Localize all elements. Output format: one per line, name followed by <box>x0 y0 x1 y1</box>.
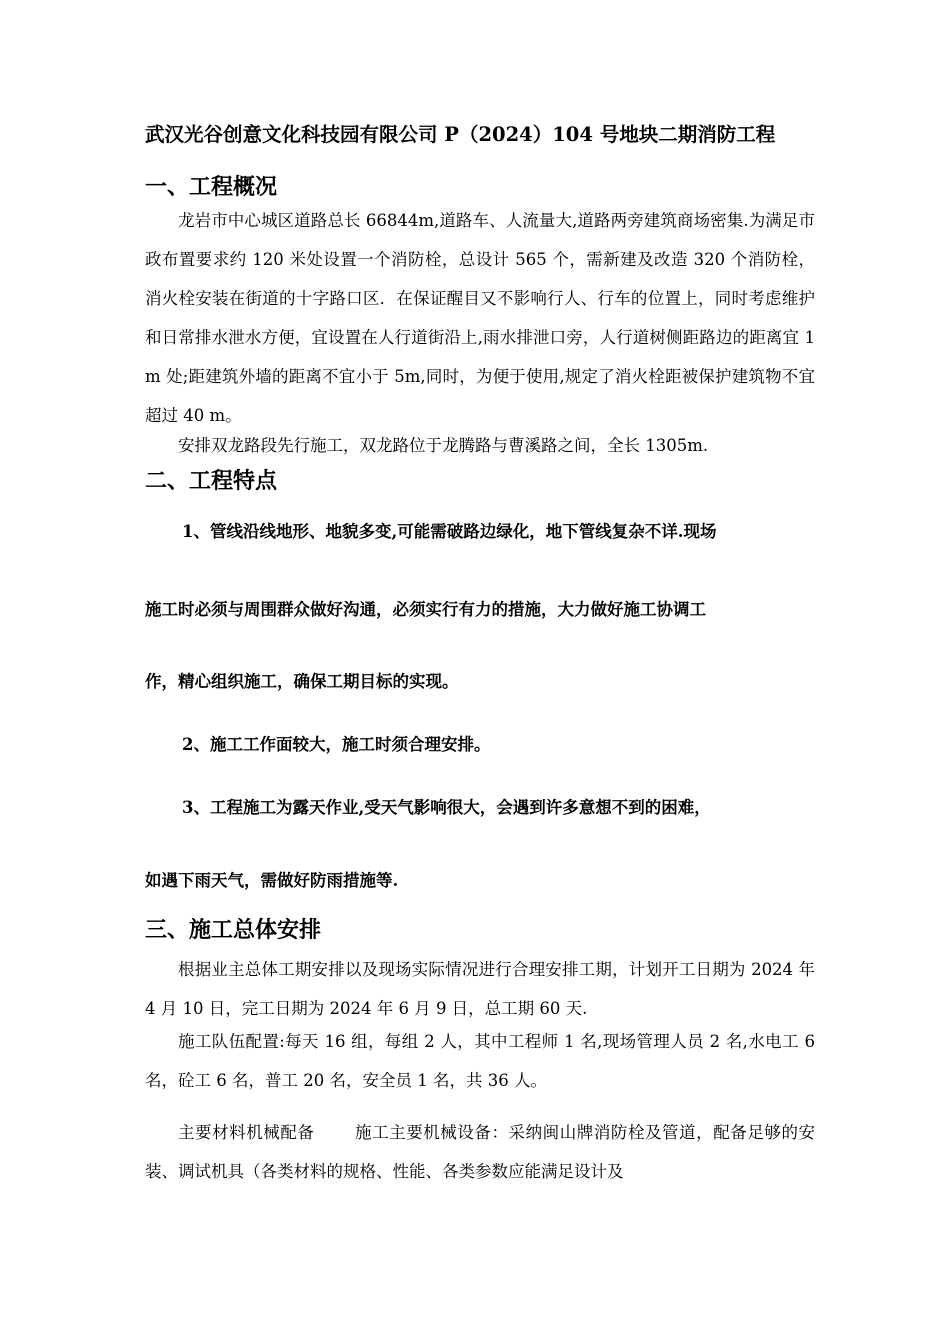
feature-line: 作，精心组织施工，确保工期目标的实现。 <box>145 672 459 691</box>
arrangement-paragraph-2: 施工队伍配置:每天 16 组，每组 2 人，其中工程师 1 名,现场管理人员 2 名,水电工 6 名，砼工 6 名，普工 20 名，安全员 1 名，共 36 人。 <box>145 1032 815 1090</box>
feature-line: 如遇下雨天气，需做好防雨措施等. <box>145 871 399 890</box>
overview-paragraph-2: 安排双龙路段先行施工，双龙路位于龙腾路与曹溪路之间，全长 1305m. <box>178 436 709 455</box>
arrangement-paragraph-1: 根据业主总体工期安排以及现场实际情况进行合理安排工期，计划开工日期为 2024 年 4 月 10 日，完工日期为 2024 年 6 月 9 日，总工期 60 天. <box>145 960 815 1018</box>
section-heading-arrangement: 三、施工总体安排 <box>145 917 322 943</box>
section-heading-features: 二、工程特点 <box>145 468 278 494</box>
feature-line: 施工时必须与周围群众做好沟通，必须实行有力的措施，大力做好施工协调工 <box>145 600 706 619</box>
feature-line: 1、管线沿线地形、地貌多变,可能需破路边绿化，地下管线复杂不详.现场 <box>182 522 717 541</box>
section-heading-overview: 一、工程概况 <box>145 174 278 200</box>
materials-paragraph <box>145 1113 815 1191</box>
overview-paragraph-1: 龙岩市中心城区道路总长 66844m,道路车、人流量大,道路两旁建筑商场密集.为满足市政布置要求约 120 米处设置一个消防栓，总设计 565 个，需新建及改造 320 个消防栓，消火栓安装在街道的十字路口区．在保证醒目又不影响行人、行车的位置上，同时考虑维护和日常排水泄水方便，宜设置在人行道街沿上,雨水排泄口旁，人行道树侧距路边的距离宜 1 m 处;距建筑外墙的距离不宜小于 5m,同时，为便于使用,规定了消火栓距被保护建筑物不宜超过 40 m。 <box>145 211 815 425</box>
materials-label: 主要材料机械配备 <box>178 1123 315 1142</box>
feature-line: 2、施工工作面较大，施工时须合理安排。 <box>182 735 491 754</box>
materials-text: 施工主要机械设备：采纳闽山牌消防栓及管道，配备足够的安装、调试机具（各类材料的规格、性能、各类参数应能满足设计及 <box>145 1123 816 1181</box>
document-title: 武汉光谷创意文化科技园有限公司 P（2024）104 号地块二期消防工程 <box>145 123 776 146</box>
feature-line: 3、工程施工为露天作业,受天气影响很大，会遇到许多意想不到的困难， <box>182 798 711 817</box>
